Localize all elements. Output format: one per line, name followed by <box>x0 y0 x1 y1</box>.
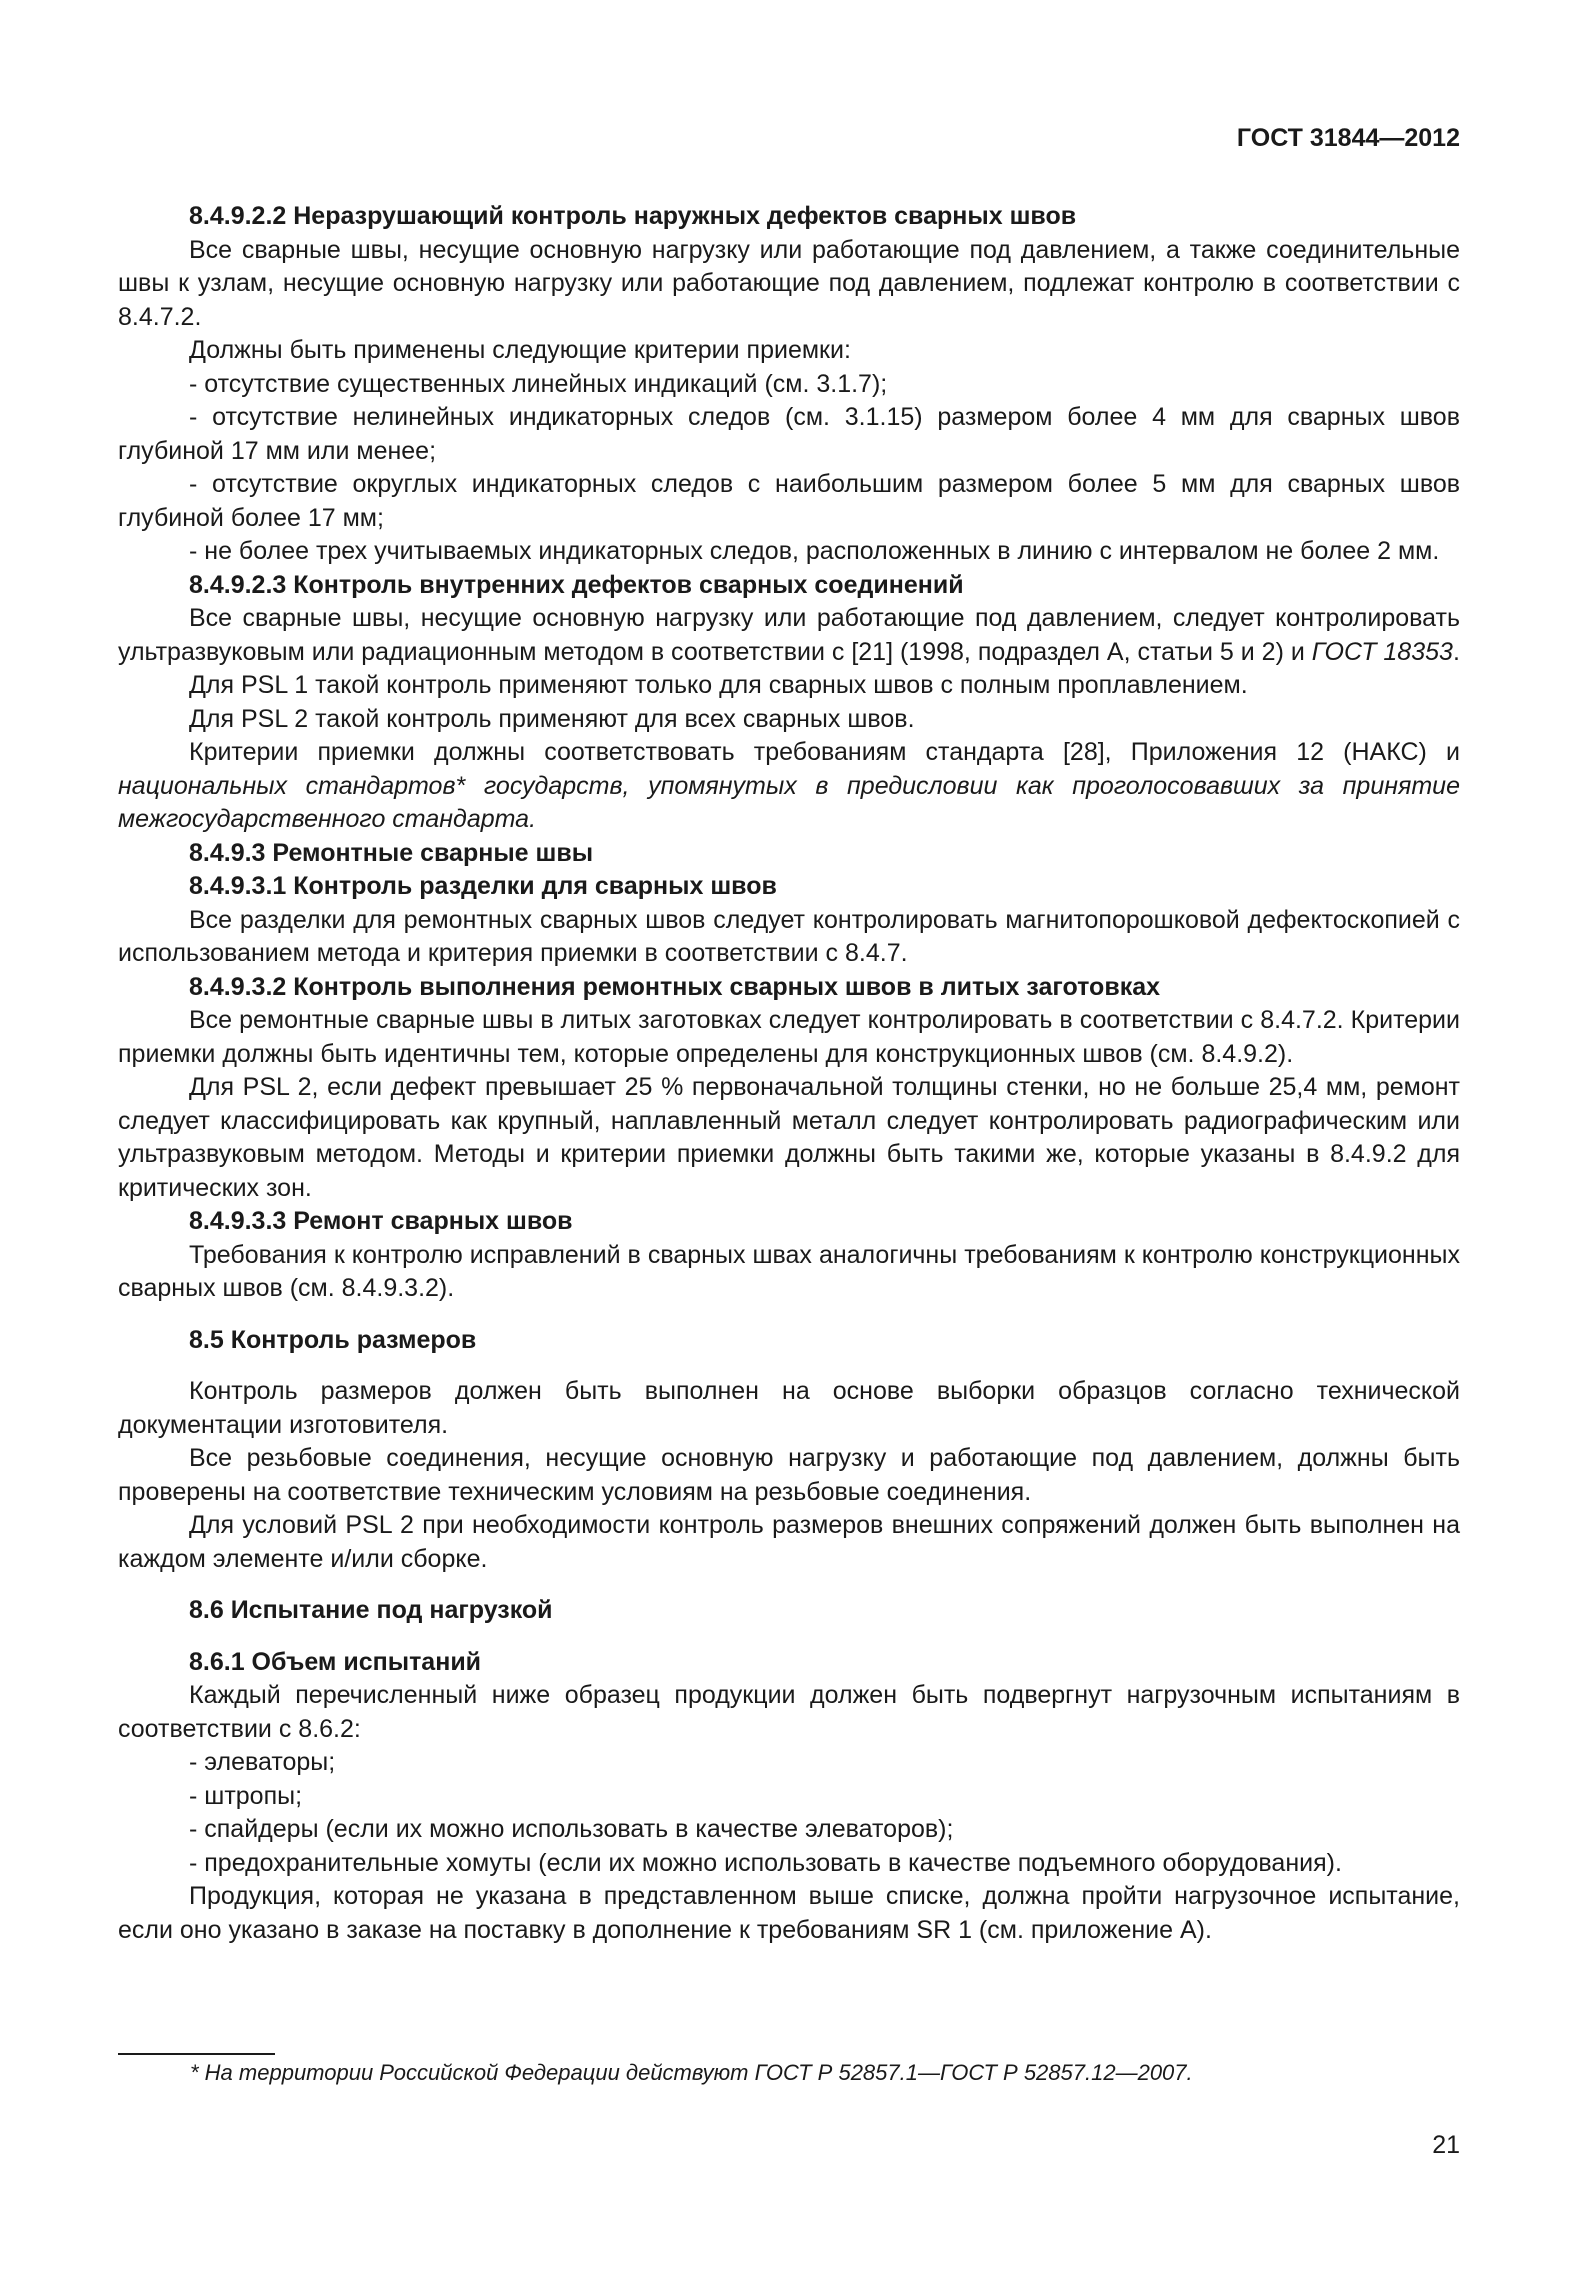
list-item: - отсутствие существенных линейных индикаций (см. 3.1.7); <box>189 369 888 398</box>
paragraph: Контроль размеров должен быть выполнен на основе выборки образцов согласно технической документации изготовителя. <box>118 1377 1460 1439</box>
paragraph: Все ремонтные сварные швы в литых заготовках следует контролировать в соответствии с 8.4.7.2. Критерии приемки должны быть идентичны тем, которые определены для конструкционных швов (см. 8.4.9.2). <box>118 1006 1460 1068</box>
document-header: ГОСТ 31844—2012 <box>1236 124 1460 152</box>
standard-reference: ГОСТ 18353 <box>1311 637 1453 666</box>
paragraph: Все сварные швы, несущие основную нагрузку или работающие под давлением, а также соединительные швы к узлам, несущие основную нагрузку или работающие под давлением, подлежат контролю в соответствии с 8.4.7.2. <box>118 235 1460 331</box>
section-heading-8-6-1: 8.6.1 Объем испытаний <box>189 1647 482 1676</box>
section-heading-8-6: 8.6 Испытание под нагрузкой <box>189 1596 553 1624</box>
section-heading-8-4-9-3-1: 8.4.9.3.1 Контроль разделки для сварных швов <box>189 872 777 900</box>
paragraph <box>118 736 1460 837</box>
paragraph-text: . <box>1452 637 1460 666</box>
list-item: - штропы; <box>189 1781 303 1810</box>
italic-text: национальных стандартов* государств, упомянутых в предисловии как проголосовавших за принятие межгосударственного стандарта. <box>118 771 1460 833</box>
section-heading-8-4-9-3-2: 8.4.9.3.2 Контроль выполнения ремонтных сварных швов в литых заготовках <box>189 972 1161 1001</box>
list-item: - предохранительные хомуты (если их можно использовать в качестве подъемного оборудования). <box>189 1848 1342 1877</box>
section-heading-8-5: 8.5 Контроль размеров <box>189 1325 477 1354</box>
footnote-divider <box>118 2053 275 2055</box>
section-heading-8-4-9-3: 8.4.9.3 Ремонтные сварные швы <box>189 838 594 867</box>
paragraph-text: Критерии приемки должны соответствовать требованиям стандарта [28], Приложения 12 (НАКС) и <box>189 738 1460 766</box>
footnote: * На территории Российской Федерации действуют ГОСТ Р 52857.1—ГОСТ Р 52857.12—2007. <box>190 2060 1193 2085</box>
paragraph: Для PSL 1 такой контроль применяют только для сварных швов с полным проплавлением. <box>189 671 1248 699</box>
list-item: - не более трех учитываемых индикаторных следов, расположенных в линию с интервалом не более 2 мм. <box>189 537 1440 565</box>
page-number: 21 <box>1432 2131 1460 2159</box>
section-heading-8-4-9-3-3: 8.4.9.3.3 Ремонт сварных швов <box>189 1207 573 1235</box>
section-heading-8-4-9-2-2: 8.4.9.2.2 Неразрушающий контроль наружных дефектов сварных швов <box>189 202 1077 230</box>
paragraph: Для PSL 2, если дефект превышает 25 % первоначальной толщины стенки, но не больше 25,4 мм, ремонт следует классифицировать как крупный, наплавленный металл следует контролировать радиографическим или ультразвуковым методом. Методы и критерии приемки должны быть такими же, которые указаны в 8.4.9.2 для критических зон. <box>118 1073 1460 1202</box>
paragraph: Продукция, которая не указана в представленном выше списке, должна пройти нагрузочное испытание, если оно указано в заказе на поставку в дополнение к требованиям SR 1 (см. приложение А). <box>118 1882 1460 1944</box>
paragraph: Все резьбовые соединения, несущие основную нагрузку и работающие под давлением, должны быть проверены на соответствие техническим условиям на резьбовые соединения. <box>118 1444 1460 1506</box>
paragraph: Все разделки для ремонтных сварных швов следует контролировать магнитопорошковой дефектоскопией с использованием метода и критерия приемки в соответствии с 8.4.7. <box>118 905 1460 967</box>
list-item: - отсутствие нелинейных индикаторных следов (см. 3.1.15) размером более 4 мм для сварных швов глубиной 17 мм или менее; <box>118 403 1460 465</box>
paragraph-text: Все сварные швы, несущие основную нагрузку или работающие под давлением, следует контролировать ультразвуковым или радиационным методом в соответствии с [21] (1998, подраздел А, статьи 5 и 2) и <box>118 604 1460 666</box>
list-item: - элеваторы; <box>189 1748 336 1776</box>
paragraph: Каждый перечисленный ниже образец продукции должен быть подвергнут нагрузочным испытаниям в соответствии с 8.6.2: <box>118 1681 1460 1743</box>
paragraph: Для условий PSL 2 при необходимости контроль размеров внешних сопряжений должен быть выполнен на каждом элементе и/или сборке. <box>118 1511 1460 1573</box>
section-heading-8-4-9-2-3: 8.4.9.2.3 Контроль внутренних дефектов сварных соединений <box>189 570 964 599</box>
paragraph: Требования к контролю исправлений в сварных швах аналогичны требованиям к контролю конструкционных сварных швов (см. 8.4.9.3.2). <box>118 1240 1460 1302</box>
paragraph: Для PSL 2 такой контроль применяют для всех сварных швов. <box>189 704 915 733</box>
paragraph: Должны быть применены следующие критерии приемки: <box>189 336 851 364</box>
list-item: - спайдеры (если их можно использовать в качестве элеваторов); <box>189 1815 954 1843</box>
paragraph <box>118 602 1460 669</box>
list-item: - отсутствие округлых индикаторных следов с наибольшим размером более 5 мм для сварных швов глубиной более 17 мм; <box>118 470 1460 532</box>
document-body <box>118 200 1460 1947</box>
